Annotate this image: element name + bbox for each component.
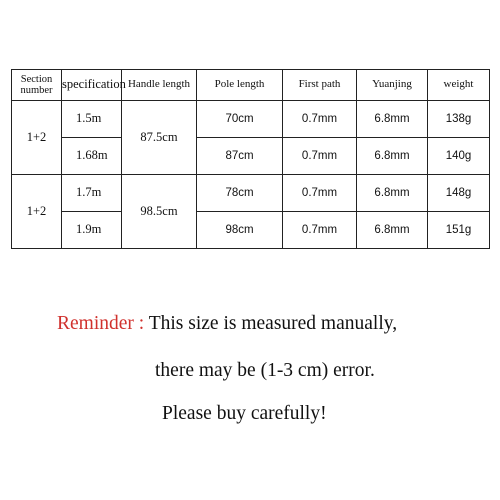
reminder-line-3: Please buy carefully! xyxy=(162,403,327,424)
header-weight: weight xyxy=(428,70,490,101)
table-row xyxy=(12,175,490,212)
reminder-line-2: there may be (1-3 cm) error. xyxy=(155,360,375,381)
weight-cell: 151g xyxy=(428,212,490,249)
first-path-cell: 0.7mm xyxy=(283,138,357,175)
table-row xyxy=(12,138,490,175)
yuanjing-cell: 6.8mm xyxy=(357,212,428,249)
weight-cell: 140g xyxy=(428,138,490,175)
reminder-text-1: This size is measured manually, xyxy=(144,313,398,334)
handle-length-cell: 98.5cm xyxy=(122,175,197,249)
yuanjing-cell: 6.8mm xyxy=(357,138,428,175)
spec-table xyxy=(11,69,490,249)
header-handle-length: Handle length xyxy=(122,70,197,101)
specification-cell: 1.68m xyxy=(62,138,122,175)
table-row xyxy=(12,101,490,138)
yuanjing-cell: 6.8mm xyxy=(357,175,428,212)
yuanjing-cell: 6.8mm xyxy=(357,101,428,138)
reminder-line-1 xyxy=(57,313,397,335)
specification-cell: 1.5m xyxy=(62,101,122,138)
specification-cell: 1.7m xyxy=(62,175,122,212)
header-pole-length: Pole length xyxy=(197,70,283,101)
header-first-path: First path xyxy=(283,70,357,101)
specification-cell: 1.9m xyxy=(62,212,122,249)
pole-length-cell: 70cm xyxy=(197,101,283,138)
header-section-number: Section number xyxy=(12,70,62,101)
weight-cell: 138g xyxy=(428,101,490,138)
first-path-cell: 0.7mm xyxy=(283,101,357,138)
reminder-label: Reminder : xyxy=(57,313,145,334)
first-path-cell: 0.7mm xyxy=(283,212,357,249)
first-path-cell: 0.7mm xyxy=(283,175,357,212)
pole-length-cell: 87cm xyxy=(197,138,283,175)
weight-cell: 148g xyxy=(428,175,490,212)
pole-length-cell: 98cm xyxy=(197,212,283,249)
table-header-row xyxy=(12,70,490,101)
section-number-cell: 1+2 xyxy=(12,175,62,249)
pole-length-cell: 78cm xyxy=(197,175,283,212)
section-number-cell: 1+2 xyxy=(12,101,62,175)
header-yuanjing: Yuanjing xyxy=(357,70,428,101)
handle-length-cell: 87.5cm xyxy=(122,101,197,175)
header-specification: specification xyxy=(62,70,122,101)
table-row xyxy=(12,212,490,249)
